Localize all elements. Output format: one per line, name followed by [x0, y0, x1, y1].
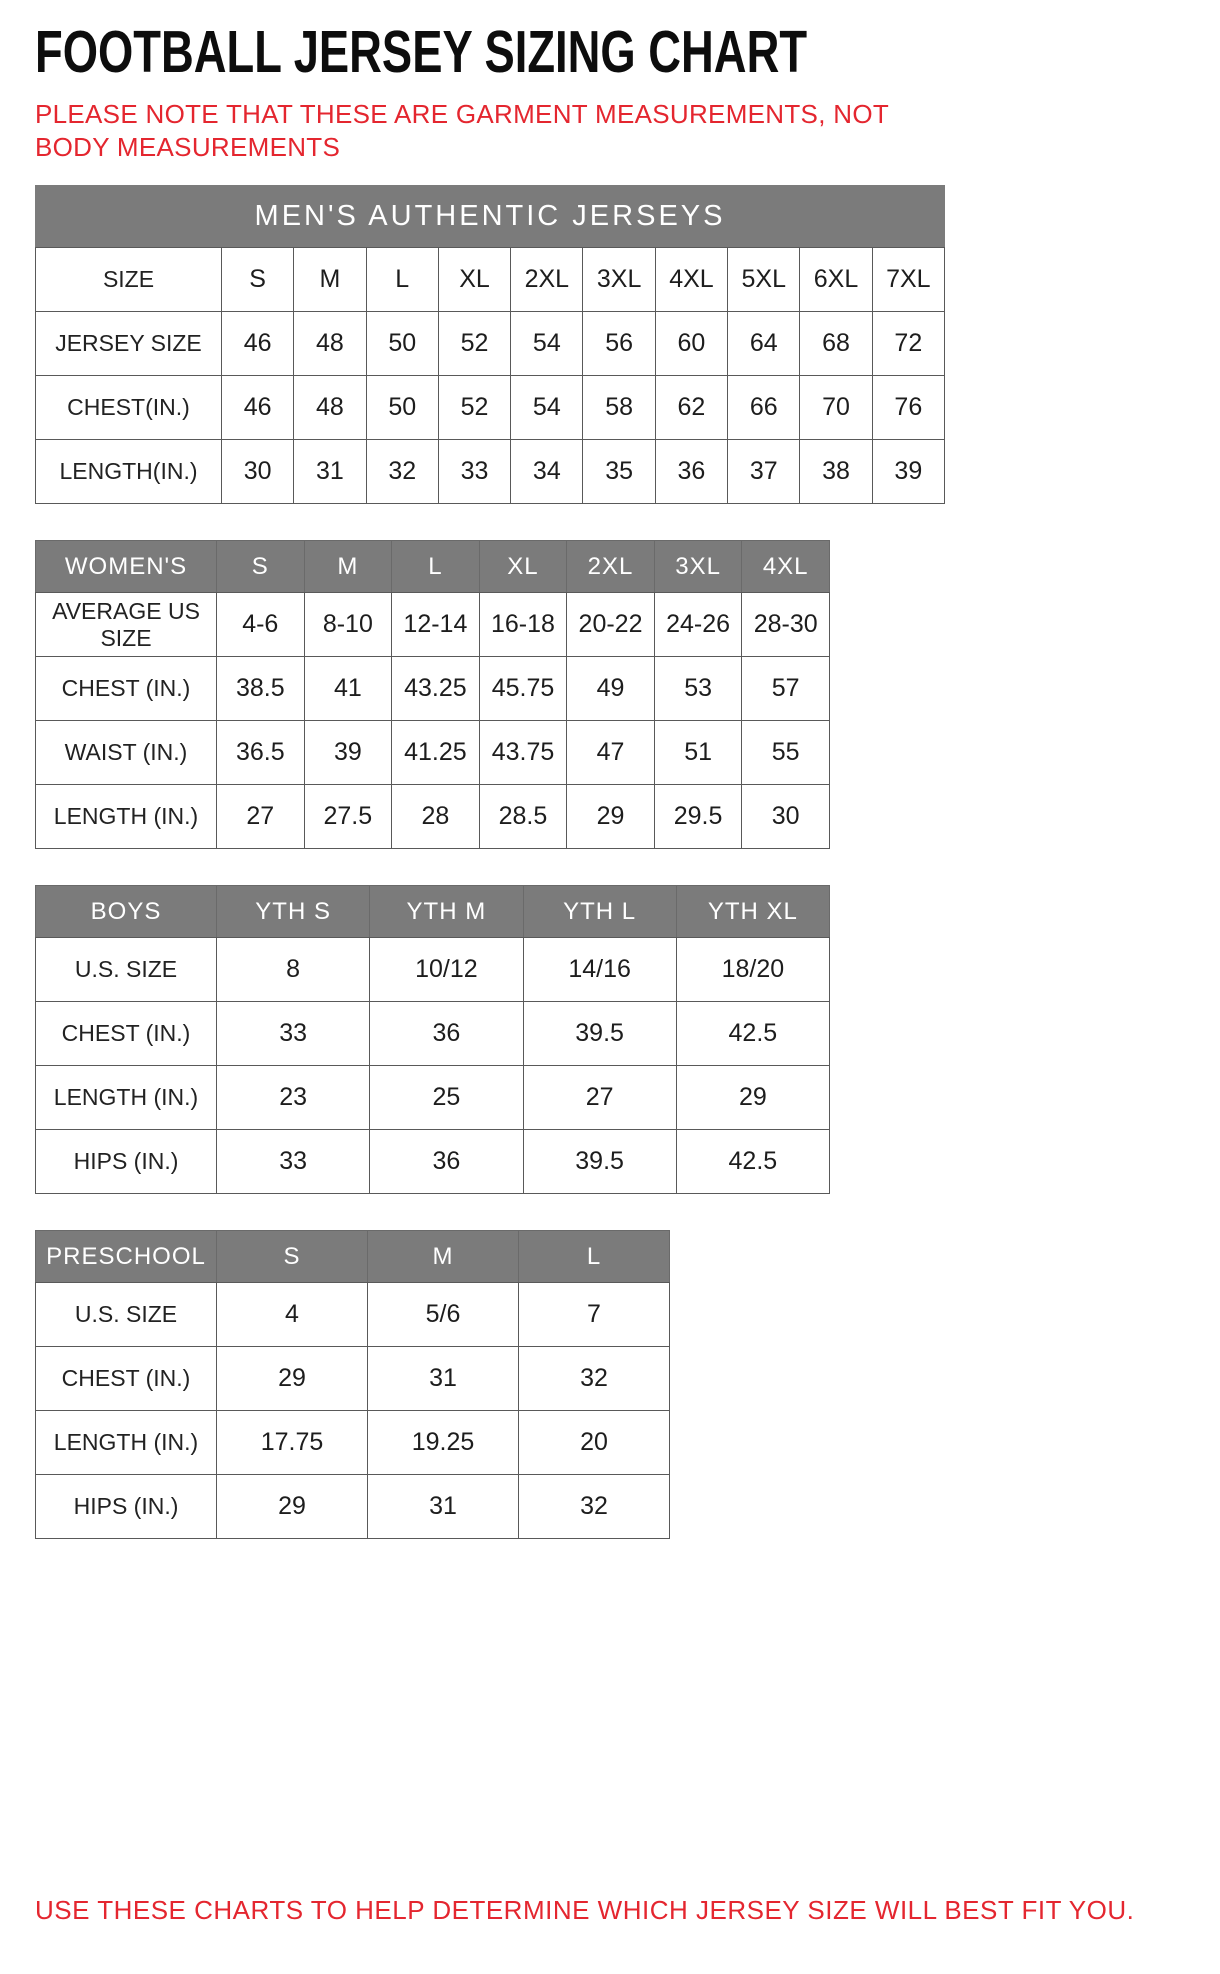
mens-value-cell: 62 [655, 376, 727, 440]
mens-value-cell: 2XL [511, 248, 583, 312]
preschool-header-cell: S [217, 1231, 368, 1283]
mens-table-row [36, 376, 945, 440]
boys-value-cell: 42.5 [676, 1130, 829, 1194]
preschool-table-row [36, 1347, 670, 1411]
preschool-value-cell: 7 [519, 1283, 670, 1347]
footer-note: USE THESE CHARTS TO HELP DETERMINE WHICH JERSEY SIZE WILL BEST FIT YOU. [35, 1895, 1135, 1925]
boys-table-row [36, 1066, 830, 1130]
womens-table-row [36, 785, 830, 849]
womens-header-cell: 3XL [654, 541, 742, 593]
mens-value-cell: 52 [438, 376, 510, 440]
womens-value-cell: 41.25 [392, 721, 480, 785]
preschool-header-cell: M [368, 1231, 519, 1283]
boys-value-cell: 14/16 [523, 938, 676, 1002]
mens-table-row [36, 440, 945, 504]
womens-value-cell: 47 [567, 721, 655, 785]
womens-value-cell: 39 [304, 721, 392, 785]
preschool-header-cell: L [519, 1231, 670, 1283]
mens-value-cell: 36 [655, 440, 727, 504]
womens-value-cell: 4-6 [217, 593, 305, 657]
preschool-value-cell: 19.25 [368, 1411, 519, 1475]
womens-row-label: LENGTH (IN.) [36, 785, 217, 849]
boys-sizing-table [35, 885, 830, 1194]
mens-row-label: CHEST(IN.) [36, 376, 222, 440]
mens-value-cell: 37 [728, 440, 800, 504]
mens-value-cell: 54 [511, 376, 583, 440]
boys-value-cell: 8 [217, 938, 370, 1002]
mens-value-cell: M [294, 248, 366, 312]
womens-header-cell: 4XL [742, 541, 830, 593]
womens-value-cell: 36.5 [217, 721, 305, 785]
mens-value-cell: XL [438, 248, 510, 312]
boys-value-cell: 10/12 [370, 938, 523, 1002]
preschool-value-cell: 32 [519, 1475, 670, 1539]
womens-row-label: WAIST (IN.) [36, 721, 217, 785]
womens-value-cell: 8-10 [304, 593, 392, 657]
boys-value-cell: 25 [370, 1066, 523, 1130]
boys-row-label: CHEST (IN.) [36, 1002, 217, 1066]
womens-value-cell: 27.5 [304, 785, 392, 849]
womens-row-label: CHEST (IN.) [36, 657, 217, 721]
mens-table-row [36, 312, 945, 376]
mens-value-cell: 31 [294, 440, 366, 504]
womens-header-label: WOMEN'S [36, 541, 217, 593]
boys-value-cell: 33 [217, 1002, 370, 1066]
mens-value-cell: 35 [583, 440, 655, 504]
boys-header-cell: YTH M [370, 886, 523, 938]
mens-value-cell: 50 [366, 376, 438, 440]
womens-value-cell: 16-18 [479, 593, 567, 657]
boys-row-label: LENGTH (IN.) [36, 1066, 217, 1130]
mens-value-cell: 60 [655, 312, 727, 376]
preschool-value-cell: 32 [519, 1347, 670, 1411]
preschool-row-label: LENGTH (IN.) [36, 1411, 217, 1475]
boys-value-cell: 29 [676, 1066, 829, 1130]
mens-value-cell: 3XL [583, 248, 655, 312]
mens-value-cell: L [366, 248, 438, 312]
mens-value-cell: 46 [222, 312, 294, 376]
womens-value-cell: 29.5 [654, 785, 742, 849]
womens-value-cell: 57 [742, 657, 830, 721]
womens-value-cell: 28.5 [479, 785, 567, 849]
womens-value-cell: 41 [304, 657, 392, 721]
preschool-value-cell: 4 [217, 1283, 368, 1347]
mens-value-cell: 64 [728, 312, 800, 376]
mens-value-cell: 30 [222, 440, 294, 504]
womens-row-label: AVERAGE US SIZE [36, 593, 217, 657]
mens-value-cell: 39 [872, 440, 944, 504]
mens-value-cell: 70 [800, 376, 872, 440]
womens-table-row [36, 721, 830, 785]
womens-sizing-table [35, 540, 830, 849]
boys-value-cell: 42.5 [676, 1002, 829, 1066]
womens-value-cell: 29 [567, 785, 655, 849]
preschool-header-label: PRESCHOOL [36, 1231, 217, 1283]
womens-value-cell: 28-30 [742, 593, 830, 657]
boys-value-cell: 39.5 [523, 1002, 676, 1066]
boys-value-cell: 27 [523, 1066, 676, 1130]
mens-value-cell: 66 [728, 376, 800, 440]
womens-value-cell: 27 [217, 785, 305, 849]
boys-row-label: HIPS (IN.) [36, 1130, 217, 1194]
mens-value-cell: 72 [872, 312, 944, 376]
mens-value-cell: 56 [583, 312, 655, 376]
boys-table-row [36, 1002, 830, 1066]
mens-value-cell: 33 [438, 440, 510, 504]
womens-header-cell: M [304, 541, 392, 593]
womens-value-cell: 38.5 [217, 657, 305, 721]
boys-header-cell: YTH L [523, 886, 676, 938]
mens-value-cell: 6XL [800, 248, 872, 312]
womens-value-cell: 49 [567, 657, 655, 721]
preschool-sizing-table [35, 1230, 670, 1539]
mens-value-cell: 48 [294, 312, 366, 376]
womens-value-cell: 20-22 [567, 593, 655, 657]
womens-value-cell: 43.25 [392, 657, 480, 721]
mens-value-cell: 52 [438, 312, 510, 376]
preschool-table-row [36, 1411, 670, 1475]
womens-header-cell: L [392, 541, 480, 593]
mens-value-cell: 46 [222, 376, 294, 440]
boys-value-cell: 23 [217, 1066, 370, 1130]
womens-value-cell: 53 [654, 657, 742, 721]
mens-value-cell: 68 [800, 312, 872, 376]
mens-authentic-jerseys-table [35, 185, 945, 504]
boys-value-cell: 36 [370, 1002, 523, 1066]
mens-value-cell: 7XL [872, 248, 944, 312]
womens-value-cell: 24-26 [654, 593, 742, 657]
preschool-row-label: HIPS (IN.) [36, 1475, 217, 1539]
boys-value-cell: 39.5 [523, 1130, 676, 1194]
mens-row-label: JERSEY SIZE [36, 312, 222, 376]
mens-table-row [36, 248, 945, 312]
mens-value-cell: 58 [583, 376, 655, 440]
preschool-value-cell: 17.75 [217, 1411, 368, 1475]
mens-row-label: LENGTH(IN.) [36, 440, 222, 504]
boys-header-cell: YTH XL [676, 886, 829, 938]
mens-value-cell: 5XL [728, 248, 800, 312]
garment-measurements-note: PLEASE NOTE THAT THESE ARE GARMENT MEASUREMENTS, NOT BODY MEASUREMENTS [35, 99, 889, 162]
boys-table-row [36, 938, 830, 1002]
boys-value-cell: 33 [217, 1130, 370, 1194]
womens-value-cell: 30 [742, 785, 830, 849]
womens-value-cell: 28 [392, 785, 480, 849]
boys-header-label: BOYS [36, 886, 217, 938]
womens-value-cell: 51 [654, 721, 742, 785]
womens-header-cell: XL [479, 541, 567, 593]
womens-header-cell: 2XL [567, 541, 655, 593]
mens-row-label: SIZE [36, 248, 222, 312]
mens-value-cell: 48 [294, 376, 366, 440]
preschool-value-cell: 31 [368, 1475, 519, 1539]
mens-value-cell: 34 [511, 440, 583, 504]
mens-value-cell: 54 [511, 312, 583, 376]
preschool-table-row [36, 1283, 670, 1347]
preschool-row-label: U.S. SIZE [36, 1283, 217, 1347]
preschool-value-cell: 29 [217, 1347, 368, 1411]
boys-header-cell: YTH S [217, 886, 370, 938]
womens-value-cell: 45.75 [479, 657, 567, 721]
boys-value-cell: 18/20 [676, 938, 829, 1002]
boys-row-label: U.S. SIZE [36, 938, 217, 1002]
mens-value-cell: 76 [872, 376, 944, 440]
boys-table-row [36, 1130, 830, 1194]
mens-value-cell: 50 [366, 312, 438, 376]
womens-table-row [36, 657, 830, 721]
preschool-table-row [36, 1475, 670, 1539]
womens-table-row [36, 593, 830, 657]
womens-value-cell: 12-14 [392, 593, 480, 657]
mens-value-cell: 4XL [655, 248, 727, 312]
mens-value-cell: S [222, 248, 294, 312]
mens-value-cell: 32 [366, 440, 438, 504]
mens-table-title: MEN'S AUTHENTIC JERSEYS [36, 186, 945, 248]
boys-value-cell: 36 [370, 1130, 523, 1194]
womens-value-cell: 55 [742, 721, 830, 785]
page-title: FOOTBALL JERSEY SIZING CHART [35, 19, 808, 86]
womens-value-cell: 43.75 [479, 721, 567, 785]
preschool-value-cell: 20 [519, 1411, 670, 1475]
preschool-value-cell: 5/6 [368, 1283, 519, 1347]
preschool-value-cell: 31 [368, 1347, 519, 1411]
womens-header-cell: S [217, 541, 305, 593]
preschool-value-cell: 29 [217, 1475, 368, 1539]
preschool-row-label: CHEST (IN.) [36, 1347, 217, 1411]
mens-value-cell: 38 [800, 440, 872, 504]
